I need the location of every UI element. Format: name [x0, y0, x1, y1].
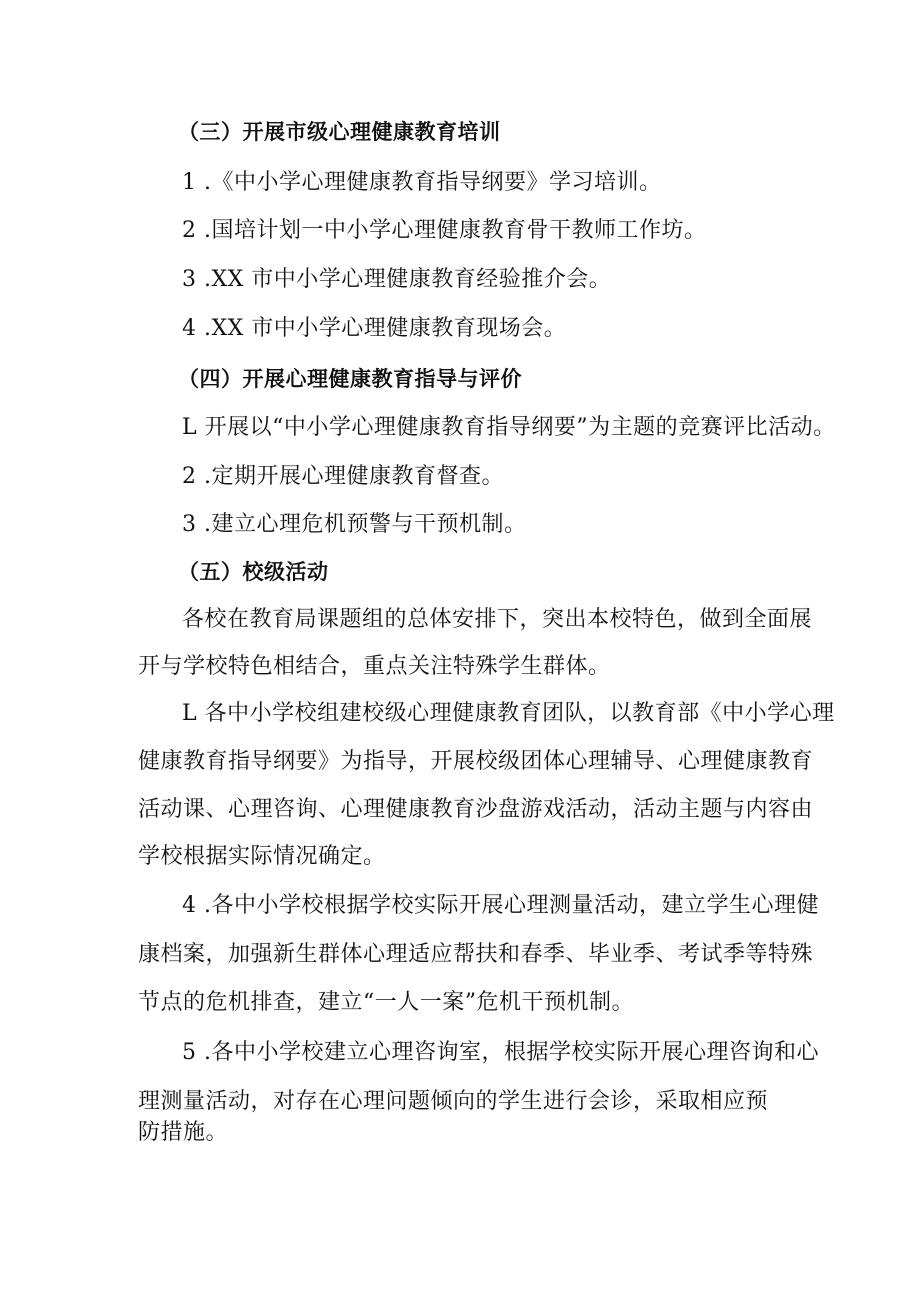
paragraph-line: 防措施。: [138, 1120, 229, 1145]
paragraph-line: L 各中小学校组建校级心理健康教育团队，以教育部《中小学心理: [182, 701, 835, 726]
list-item: 3 .XX 市中小学心理健康教育经验推介会。: [182, 267, 612, 292]
section-heading-5: （五）校级活动: [178, 560, 329, 584]
list-item: 2 .国培计划一中小学心理健康教育骨干教师工作坊。: [182, 218, 707, 243]
paragraph-line: 各校在教育局课题组的总体安排下，突出本校特色，做到全面展: [182, 607, 813, 632]
paragraph-line: 节点的危机排查，建立“一人一案”危机干预机制。: [138, 990, 634, 1015]
section-heading-3: （三）开展市级心理健康教育培训: [178, 120, 501, 144]
paragraph-line: 活动课、心理咨询、心理健康教育沙盘游戏活动，活动主题与内容由: [138, 797, 814, 822]
list-item: 1 .《中小学心理健康教育指导纲要》学习培训。: [182, 170, 662, 195]
paragraph-line: 学校根据实际情况确定。: [138, 844, 386, 869]
paragraph-line: 4 .各中小学校根据学校实际开展心理测量活动，建立学生心理健: [182, 893, 819, 918]
paragraph-line: 康档案，加强新生群体心理适应帮扶和春季、毕业季、考试季等特殊: [138, 942, 814, 967]
list-item: L 开展以“中小学心理健康教育指导纲要”为主题的竞赛评比活动。: [182, 415, 836, 440]
paragraph-line: 5 .各中小学校建立心理咨询室，根据学校实际开展心理咨询和心: [182, 1040, 819, 1065]
list-item: 4 .XX 市中小学心理健康教育现场会。: [182, 316, 567, 341]
list-item: 3 .建立心理危机预警与干预机制。: [182, 512, 527, 537]
paragraph-line: 理测量活动，对存在心理问题倾向的学生进行会诊，采取相应预: [138, 1089, 769, 1114]
list-item: 2 .定期开展心理健康教育督查。: [182, 464, 504, 489]
section-heading-4: （四）开展心理健康教育指导与评价: [178, 367, 522, 391]
paragraph-line: 健康教育指导纲要》为指导，开展校级团体心理辅导、心理健康教育: [138, 749, 814, 774]
paragraph-line: 开与学校特色相结合，重点关注特殊学生群体。: [138, 654, 611, 679]
